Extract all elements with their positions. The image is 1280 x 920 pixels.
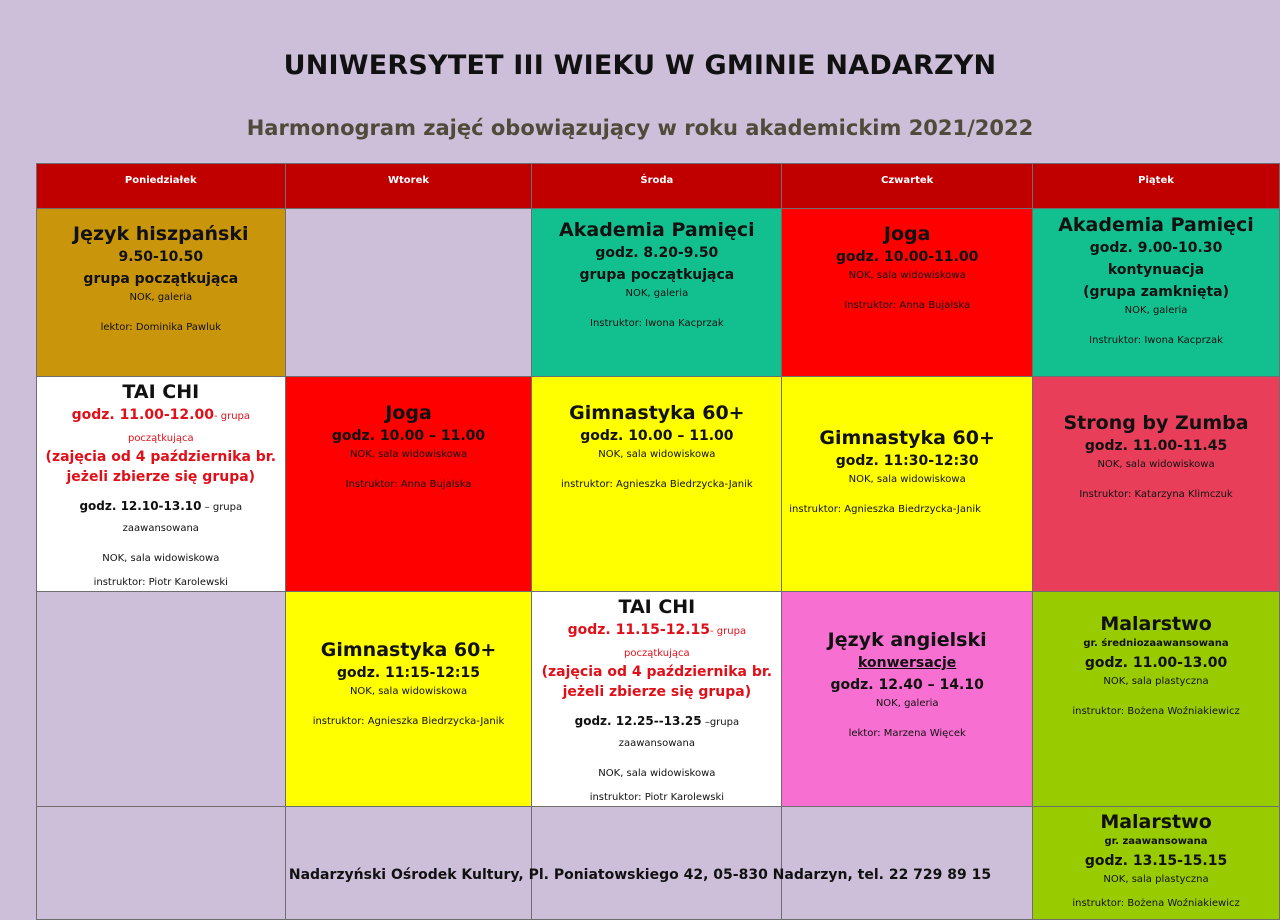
- class-time: godz. 9.00-10.30: [1089, 240, 1223, 256]
- class-person: lektor: Dominika Pawluk: [100, 322, 221, 333]
- class-name: Akademia Pamięci: [559, 219, 755, 241]
- class-name: Akademia Pamięci: [1058, 214, 1254, 236]
- table-row: [37, 209, 1280, 377]
- class-name: Gimnastyka 60+: [320, 639, 497, 661]
- class-place: NOK, sala widowiskowa: [848, 474, 966, 485]
- class-time: godz. 10.00 – 11.00: [331, 428, 486, 444]
- class-place: NOK, sala widowiskowa: [349, 449, 468, 460]
- class-name: TAI CHI: [122, 381, 200, 403]
- class-time: godz. 12.40 – 14.10: [830, 677, 984, 693]
- empty-cell: [285, 209, 532, 377]
- class-name: Strong by Zumba: [1063, 412, 1249, 434]
- class-person: instruktor: Piotr Karolewski: [93, 577, 228, 588]
- class-person: instruktor: Piotr Karolewski: [589, 792, 725, 803]
- class-place: NOK, galeria: [129, 292, 193, 303]
- class-cell-gymnastics: [782, 377, 1033, 592]
- table-row: [37, 377, 1280, 592]
- footer-address: Nadarzyński Ośrodek Kultury, Pl. Poniatowskiego 42, 05-830 Nadarzyn, tel. 22 729 89 15: [288, 867, 992, 883]
- class-person: instruktor: Bożena Woźniakiewicz: [1072, 706, 1240, 717]
- header-row: [37, 164, 1280, 209]
- class-person: Instruktor: Iwona Kacprzak: [1089, 335, 1223, 346]
- class-time-advanced: godz. 12.10-13.10: [79, 499, 202, 513]
- empty-cell: [532, 807, 782, 920]
- page-title: UNIWERSYTET III WIEKU W GMINIE NADARZYN: [283, 50, 997, 81]
- class-time: godz. 11:15-12:15: [337, 665, 480, 681]
- class-note: (zajęcia od 4 października br.: [541, 664, 773, 680]
- class-time: godz. 8.20-9.50: [595, 245, 719, 261]
- class-cell-gymnastics: [285, 592, 532, 807]
- class-place: NOK, sala widowiskowa: [598, 768, 716, 779]
- class-person: Instruktor: Anna Bujalska: [844, 300, 971, 311]
- class-time: godz. 11.00-13.00: [1084, 655, 1228, 671]
- day-header-monday: Poniedziałek: [37, 164, 286, 209]
- class-name: Gimnastyka 60+: [819, 427, 995, 449]
- class-name: Język hiszpański: [73, 223, 249, 245]
- class-cell-yoga: [285, 377, 532, 592]
- class-cell-tai-chi: [37, 377, 286, 592]
- empty-cell: [37, 807, 286, 920]
- class-place: NOK, sala plastyczna: [1103, 676, 1209, 687]
- class-place: NOK, sala widowiskowa: [848, 270, 966, 281]
- class-cell-painting: [1033, 592, 1280, 807]
- class-place: NOK, sala widowiskowa: [102, 553, 220, 564]
- class-level: gr. zaawansowana: [1104, 836, 1208, 847]
- class-person: Instruktor: Anna Bujalska: [345, 479, 472, 490]
- class-group-beginner: - grupa początkująca: [624, 626, 747, 659]
- day-header-thursday: Czwartek: [782, 164, 1033, 209]
- class-person: instruktor: Bożena Woźniakiewicz: [1072, 898, 1240, 909]
- class-time: godz. 13.15-15.15: [1084, 853, 1228, 869]
- class-level: gr. średniozaawansowana: [1083, 638, 1229, 649]
- class-cell-tai-chi: [532, 592, 782, 807]
- class-time: godz. 10.00 – 11.00: [580, 428, 734, 444]
- class-group-note: (grupa zamknięta): [1083, 284, 1229, 300]
- class-place: NOK, galeria: [875, 698, 939, 709]
- class-group-advanced: –grupa zaawansowana: [618, 717, 740, 749]
- table-row: [37, 807, 1280, 920]
- class-cell-gymnastics: [532, 377, 782, 592]
- class-place: NOK, sala widowiskowa: [1097, 459, 1215, 470]
- class-cell-painting: [1033, 807, 1280, 920]
- class-time: godz. 11:30-12:30: [835, 453, 979, 469]
- class-name: TAI CHI: [618, 596, 696, 618]
- class-cell-yoga: [782, 209, 1033, 377]
- class-group: grupa początkująca: [83, 271, 239, 287]
- class-cell-spanish: [37, 209, 286, 377]
- class-person: Instruktor: Iwona Kacprzak: [590, 318, 724, 329]
- class-name: Język angielski: [827, 629, 987, 651]
- class-note: (zajęcia od 4 października br.: [45, 449, 277, 465]
- class-note: jeżeli zbierze się grupa): [66, 469, 256, 485]
- table-row: [37, 592, 1280, 807]
- class-person: Instruktor: Katarzyna Klimczuk: [1079, 489, 1233, 500]
- class-note: jeżeli zbierze się grupa): [562, 684, 752, 700]
- day-header-wednesday: Środa: [532, 164, 782, 209]
- class-time-advanced: godz. 12.25--13.25: [574, 714, 702, 728]
- page-subtitle: Harmonogram zajęć obowiązujący w roku akademickim 2021/2022: [246, 116, 1034, 140]
- class-name: Malarstwo: [1100, 613, 1212, 635]
- class-place: NOK, galeria: [625, 288, 689, 299]
- class-name: Malarstwo: [1100, 811, 1212, 833]
- class-time: godz. 10.00-11.00: [835, 249, 979, 265]
- class-group-advanced: – grupa zaawansowana: [122, 502, 243, 534]
- schedule-table: [36, 163, 1280, 920]
- class-time-beginner: godz. 11.00-12.00: [71, 407, 214, 423]
- class-name: Joga: [883, 223, 931, 245]
- class-place: NOK, sala widowiskowa: [349, 686, 468, 697]
- class-time: 9.50-10.50: [118, 249, 204, 265]
- class-person: lektor: Marzena Więcek: [848, 728, 966, 739]
- empty-cell: [37, 592, 286, 807]
- class-person: instruktor: Agnieszka Biedrzycka-Janik: [789, 504, 981, 515]
- class-cell-zumba: [1033, 377, 1280, 592]
- class-person: instruktor: Agnieszka Biedrzycka-Janik: [561, 479, 753, 490]
- class-cell-memory-academy: [532, 209, 782, 377]
- class-name: Joga: [385, 402, 432, 424]
- class-subtitle: konwersacje: [858, 655, 957, 671]
- class-place: NOK, sala plastyczna: [1103, 874, 1209, 885]
- class-person: instruktor: Agnieszka Biedrzycka-Janik: [312, 716, 505, 727]
- class-time: godz. 11.00-11.45: [1084, 438, 1228, 454]
- class-place: NOK, sala widowiskowa: [598, 449, 716, 460]
- class-place: NOK, galeria: [1124, 305, 1188, 316]
- class-group: kontynuacja: [1107, 262, 1205, 278]
- class-group: grupa początkująca: [579, 267, 735, 283]
- class-cell-memory-academy: [1033, 209, 1280, 377]
- day-header-tuesday: Wtorek: [285, 164, 532, 209]
- empty-cell: [782, 807, 1033, 920]
- class-group-beginner: - grupa początkująca: [127, 411, 251, 444]
- class-cell-english: [782, 592, 1033, 807]
- class-name: Gimnastyka 60+: [569, 402, 745, 424]
- class-time-beginner: godz. 11.15-12.15: [567, 622, 711, 638]
- day-header-friday: Piątek: [1033, 164, 1280, 209]
- empty-cell: [285, 807, 532, 920]
